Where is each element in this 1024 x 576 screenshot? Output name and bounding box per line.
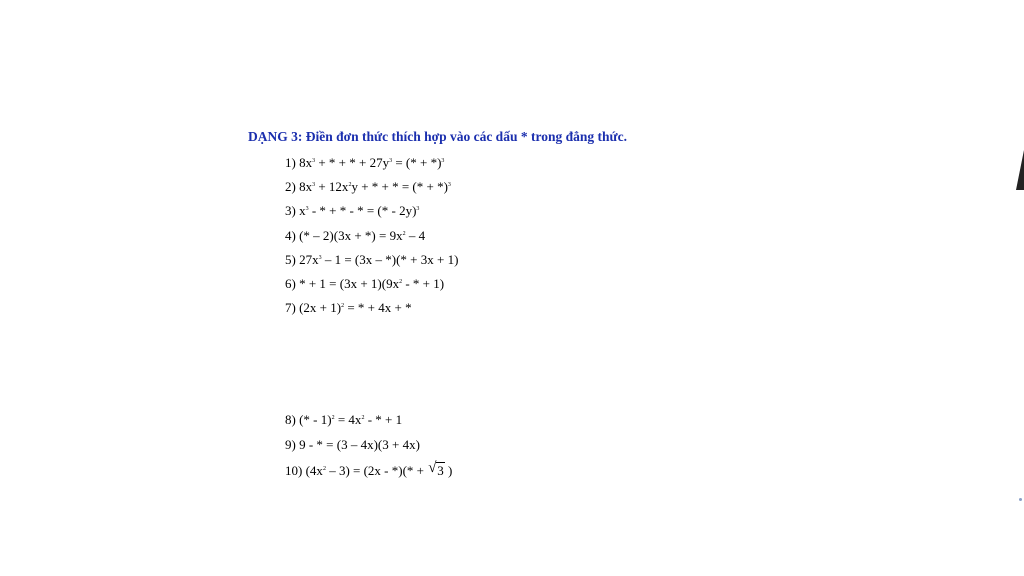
- equation-number: 7): [285, 300, 296, 315]
- equation-6: 6) * + $1 = (3x + 1)(9x^2$ - * + 1): [285, 276, 445, 291]
- edge-artifact-shape: [1016, 150, 1024, 190]
- equation-number: 3): [285, 203, 296, 218]
- square-root-symbol: √ 3: [428, 460, 444, 478]
- edge-artifact-dot: [1019, 498, 1022, 501]
- equation-number: 10): [285, 463, 303, 478]
- equation-number: 5): [285, 252, 296, 267]
- equation-number: 2): [285, 179, 296, 194]
- equation-10: 10) $(4x^2 - 3) = (2x$ - *)(* + √ 3 ): [285, 460, 453, 478]
- section-heading: DẠNG 3: Điền đơn thức thích hợp vào các dấu * trong đẳng thức.: [248, 129, 627, 144]
- equation-8: 8) (* - $1)^2 = 4x^2$ - * + 1: [285, 412, 403, 427]
- equation-2: 2) $8x^3 + 12x^2y$ + * + * = (* + *)$^3$: [285, 179, 451, 194]
- equation-number: 8): [285, 412, 296, 427]
- equation-9: 9) 9 - * = (3 – 4x)(3 + 4x): [285, 437, 420, 452]
- equation-number: 1): [285, 155, 296, 170]
- equation-4: 4) (* – 2)(3x + *) = $9x^2 - 4$: [285, 228, 426, 243]
- equation-number: 9): [285, 437, 296, 452]
- equation-1: 1) $8x^3$ + * + * + $27y^3$ = (* + *)$^3$: [285, 155, 445, 170]
- equation-number: 6): [285, 276, 296, 291]
- equation-3: 3) $x^3$ - * + * - * = (* - 2y)$^3$: [285, 203, 420, 218]
- equation-number: 4): [285, 228, 296, 243]
- equation-5: 5) $27x^3 - 1 = (3x$ – *)(* + 3x + 1): [285, 252, 459, 267]
- equation-7: 7) $(2x + 1)^2$ = * + 4x + *: [285, 300, 412, 315]
